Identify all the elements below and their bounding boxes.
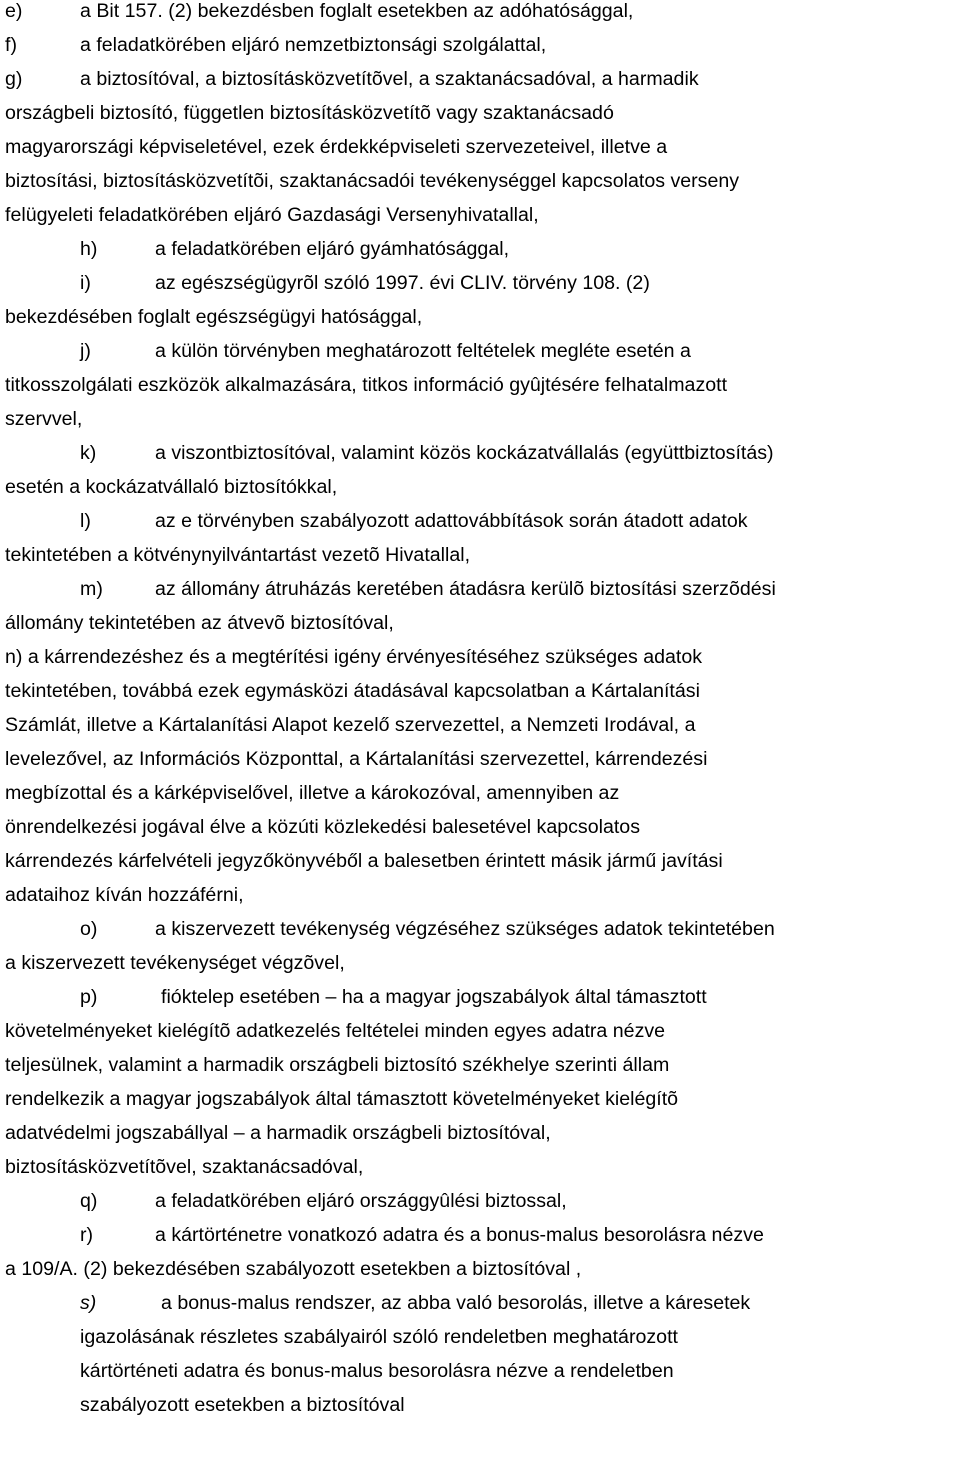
text-line: követelményeket kielégítõ adatkezelés feltételei minden egyes adatra nézve bbox=[5, 1020, 666, 1042]
item-label: q) bbox=[80, 1190, 98, 1212]
text-line: titkosszolgálati eszközök alkalmazására, titkos információ gyûjtésére felhatalmazott bbox=[5, 374, 728, 396]
text-line: levelezővel, az Információs Központtal, a Kártalanítási szervezettel, kárrendezési bbox=[5, 748, 708, 770]
text-line: állomány tekintetében az átvevõ biztosítóval, bbox=[5, 612, 394, 634]
text-line: rendelkezik a magyar jogszabályok által támasztott követelményeket kielégítõ bbox=[5, 1088, 679, 1110]
item-text: a kiszervezett tevékenység végzéséhez szükséges adatok tekintetében bbox=[155, 918, 775, 940]
item-text: a Bit 157. (2) bekezdésben foglalt esetekben az adóhatósággal, bbox=[80, 0, 634, 22]
item-h bbox=[80, 235, 509, 263]
text-line: esetén a kockázatvállaló biztosítókkal, bbox=[5, 476, 338, 498]
item-label: m) bbox=[80, 578, 103, 600]
item-e bbox=[5, 0, 633, 25]
text-line: igazolásának részletes szabályairól szóló rendeletben meghatározott bbox=[80, 1326, 678, 1348]
text-line: felügyeleti feladatkörében eljáró Gazdasági Versenyhivatallal, bbox=[5, 204, 539, 226]
text-line: biztosításközvetítõvel, szaktanácsadóval, bbox=[5, 1156, 364, 1178]
item-label: o) bbox=[80, 918, 98, 940]
item-label: i) bbox=[80, 272, 91, 294]
text-line: megbízottal és a kárképviselővel, illetve a károkozóval, amennyiben az bbox=[5, 782, 620, 804]
item-text: a biztosítóval, a biztosításközvetítõvel, a szaktanácsadóval, a harmadik bbox=[80, 68, 699, 90]
item-label: r) bbox=[80, 1224, 94, 1246]
item-g bbox=[5, 65, 699, 93]
text-line: kárrendezés kárfelvételi jegyzőkönyvéből a balesetben érintett másik jármű javítási bbox=[5, 850, 723, 872]
item-label: s) bbox=[80, 1292, 97, 1314]
text-line: biztosítási, biztosításközvetítõi, szaktanácsadói tevékenységgel kapcsolatos verseny bbox=[5, 170, 740, 192]
text-line: a kiszervezett tevékenységet végzõvel, bbox=[5, 952, 345, 974]
item-f bbox=[5, 31, 546, 59]
text-line: kártörténeti adatra és bonus-malus besorolásra nézve a rendeletben bbox=[80, 1360, 674, 1382]
item-text: a külön törvényben meghatározott feltételek megléte esetén a bbox=[155, 340, 691, 362]
item-label: p) bbox=[80, 986, 98, 1008]
text-line: önrendelkezési jogával élve a közúti közlekedési balesetével kapcsolatos bbox=[5, 816, 640, 838]
item-text: a kártörténetre vonatkozó adatra és a bonus-malus besorolásra nézve bbox=[155, 1224, 764, 1246]
item-text: fióktelep esetében – ha a magyar jogszabályok által támasztott bbox=[161, 986, 707, 1008]
item-k bbox=[80, 439, 774, 467]
item-text: a feladatkörében eljáró gyámhatósággal, bbox=[155, 238, 510, 260]
item-q bbox=[80, 1187, 567, 1215]
item-l bbox=[80, 507, 748, 535]
item-p bbox=[80, 983, 707, 1011]
item-i bbox=[80, 269, 650, 297]
text-line: bekezdésében foglalt egészségügyi hatósággal, bbox=[5, 306, 423, 328]
item-text: az e törvényben szabályozott adattovábbítások során átadott adatok bbox=[155, 510, 748, 532]
item-label: e) bbox=[5, 0, 23, 22]
text-line: Számlát, illetve a Kártalanítási Alapot kezelő szervezettel, a Nemzeti Irodával, a bbox=[5, 714, 696, 736]
item-n: n) a kárrendezéshez és a megtérítési igény érvényesítéséhez szükséges adatok bbox=[5, 646, 703, 668]
item-j bbox=[80, 337, 691, 365]
item-text: az egészségügyrõl szóló 1997. évi CLIV. törvény 108. (2) bbox=[155, 272, 650, 294]
item-text: a feladatkörében eljáró nemzetbiztonsági szolgálattal, bbox=[80, 34, 547, 56]
item-m bbox=[80, 575, 776, 603]
item-s bbox=[80, 1289, 750, 1317]
text-line: adatvédelmi jogszabállyal – a harmadik országbeli biztosítóval, bbox=[5, 1122, 551, 1144]
item-label: l) bbox=[80, 510, 91, 532]
text-line: teljesülnek, valamint a harmadik országbeli biztosító székhelye szerinti állam bbox=[5, 1054, 670, 1076]
text-line: szervvel, bbox=[5, 408, 83, 430]
text-line: tekintetében a kötvénynyilvántartást vezetõ Hivatallal, bbox=[5, 544, 471, 566]
item-label: g) bbox=[5, 68, 23, 90]
text-line: adataihoz kíván hozzáférni, bbox=[5, 884, 244, 906]
item-o bbox=[80, 915, 775, 943]
item-text: a feladatkörében eljáró országgyûlési biztossal, bbox=[155, 1190, 567, 1212]
text-line: szabályozott esetekben a biztosítóval bbox=[80, 1394, 405, 1416]
item-label: f) bbox=[5, 34, 17, 56]
text-line: országbeli biztosító, független biztosításközvetítõ vagy szaktanácsadó bbox=[5, 102, 614, 124]
text-line: tekintetében, továbbá ezek egymásközi átadásával kapcsolatban a Kártalanítási bbox=[5, 680, 700, 702]
item-text: a bonus-malus rendszer, az abba való besorolás, illetve a káresetek bbox=[161, 1292, 751, 1314]
text-line: a 109/A. (2) bekezdésében szabályozott esetekben a biztosítóval , bbox=[5, 1258, 582, 1280]
item-text: a viszontbiztosítóval, valamint közös kockázatvállalás (együttbiztosítás) bbox=[155, 442, 774, 464]
item-label: h) bbox=[80, 238, 98, 260]
item-label: j) bbox=[80, 340, 91, 362]
item-label: k) bbox=[80, 442, 97, 464]
item-r bbox=[80, 1221, 764, 1249]
text-line: magyarországi képviseletével, ezek érdekképviseleti szervezeteivel, illetve a bbox=[5, 136, 668, 158]
item-text: az állomány átruházás keretében átadásra kerülõ biztosítási szerzõdési bbox=[155, 578, 776, 600]
